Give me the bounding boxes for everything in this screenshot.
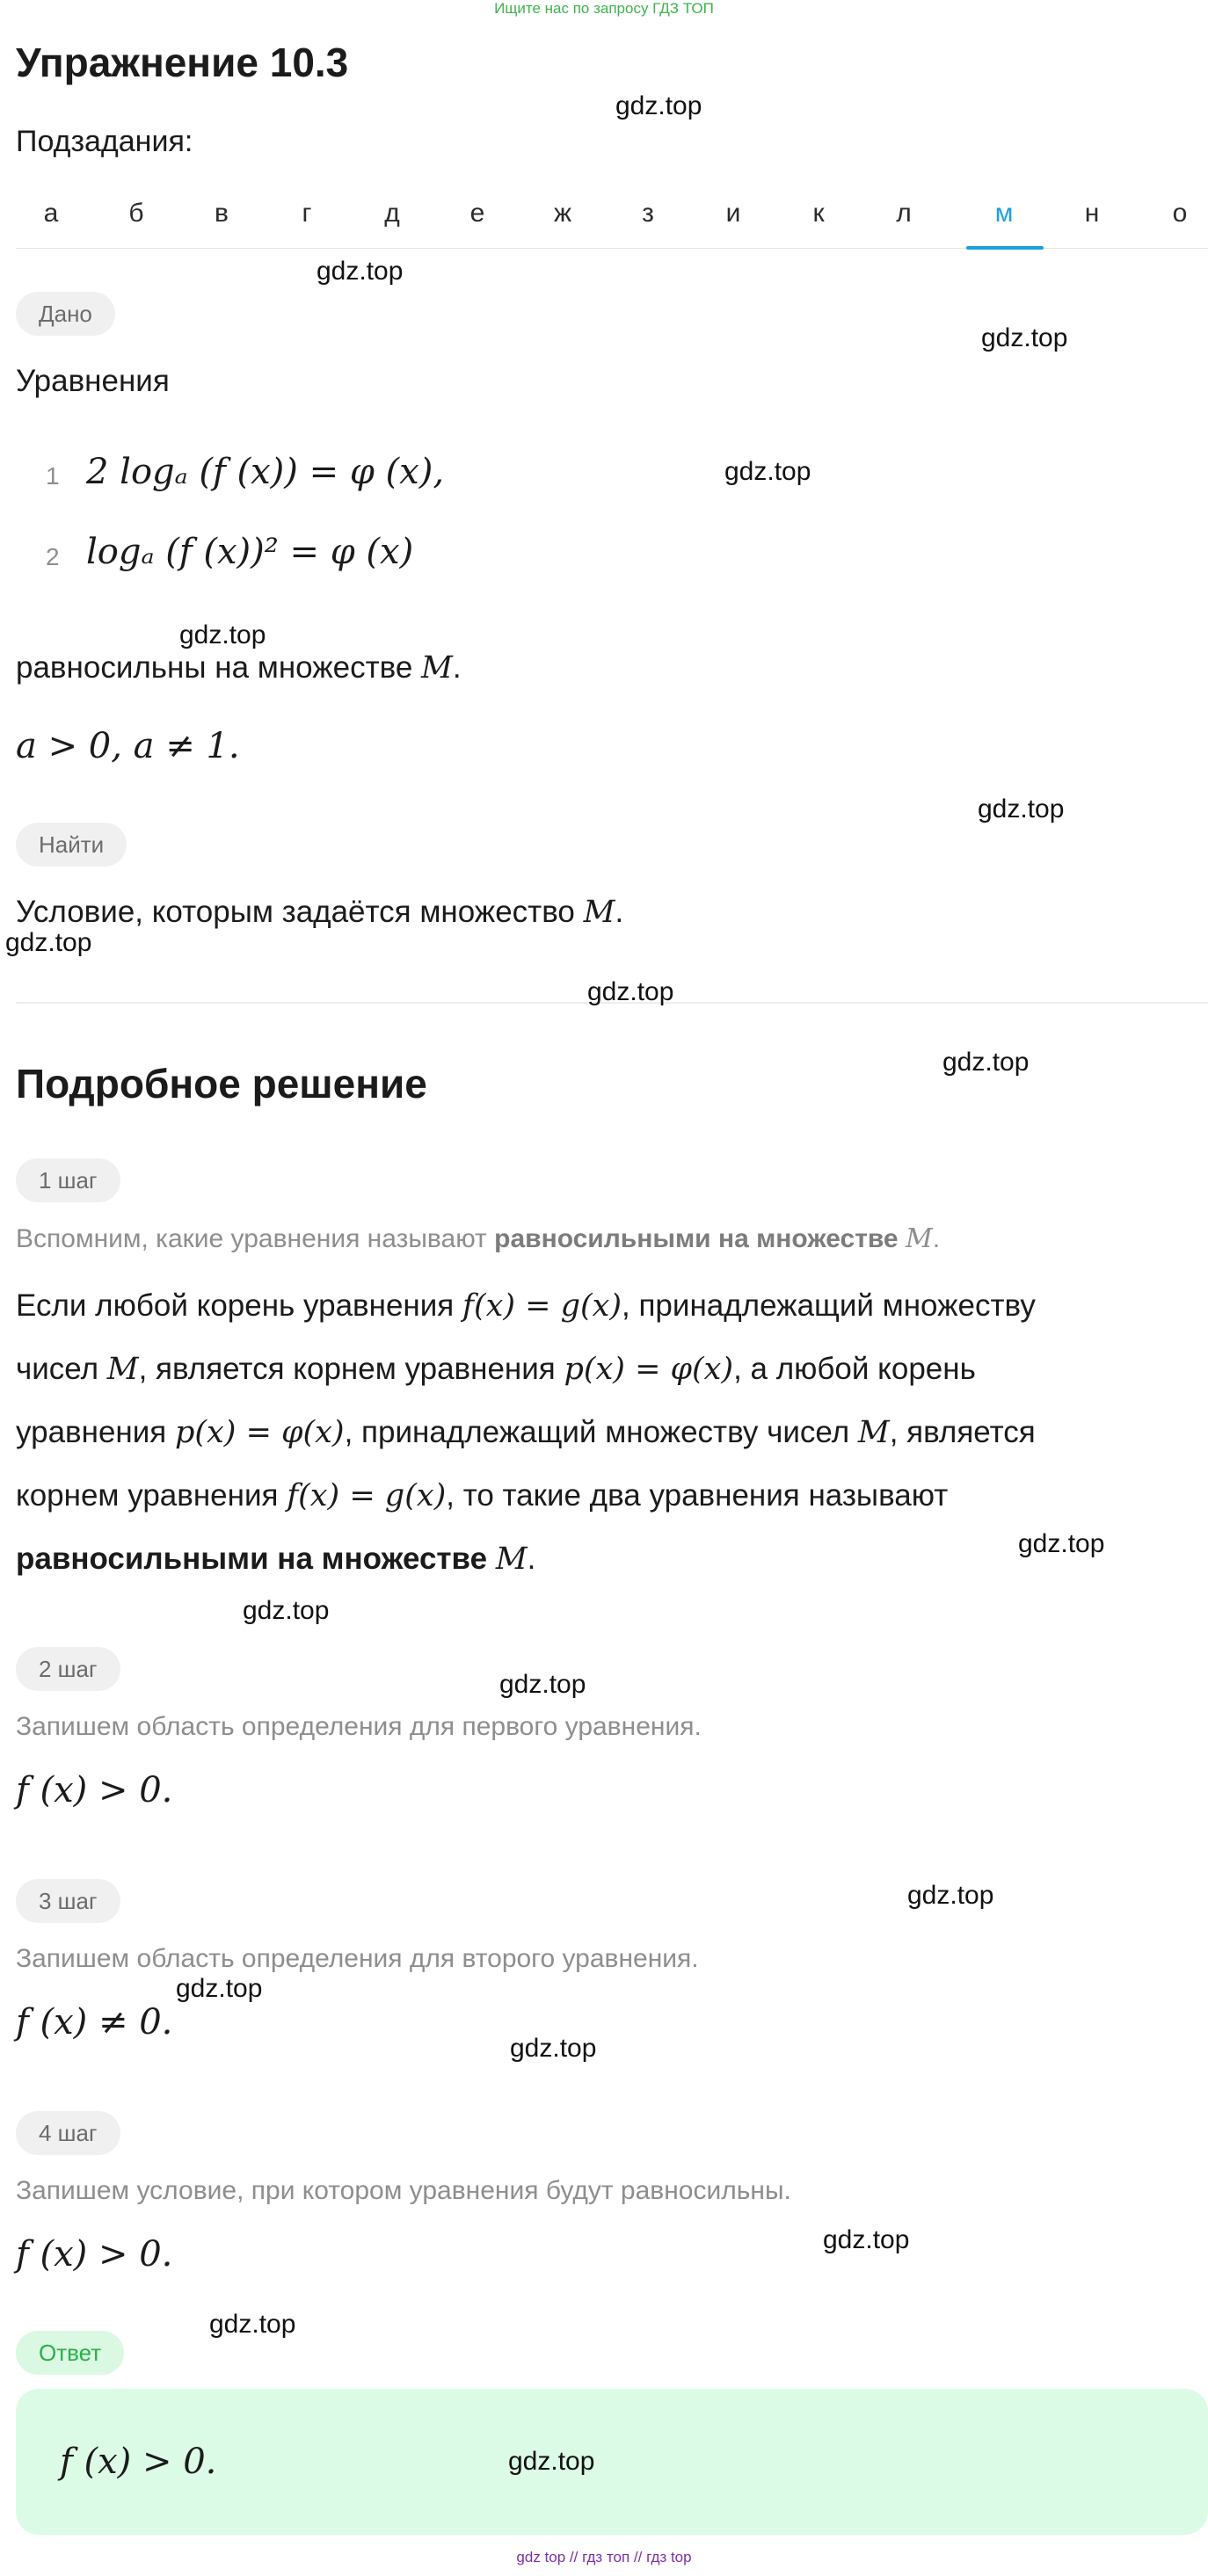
watermark: gdz.top [176,1974,263,2003]
step-1-badge: 1 шаг [16,1158,120,1202]
given-badge: Дано [16,292,115,336]
answer-badge: Ответ [16,2331,124,2375]
watermark: gdz.top [981,323,1068,352]
step-2-hint: Запишем область определения для первого уравнения. [16,1712,702,1741]
step-1-hint: Вспомним, какие уравнения называют равносильными на множестве M. [16,1223,941,1254]
tab-a[interactable]: а [43,199,59,228]
watermark: gdz.top [243,1596,330,1625]
tab-d[interactable]: д [384,199,400,228]
active-tab-indicator [966,246,1044,250]
step-3-hint: Запишем область определения для второго уравнения. [16,1944,699,1973]
tab-n[interactable]: н [1084,199,1100,228]
find-badge: Найти [16,823,127,867]
watermark: gdz.top [615,91,702,120]
step-1-line-5: равносильными на множестве M. [16,1542,536,1577]
find-text: Условие, которым задаётся множество M. [16,895,624,930]
watermark: gdz.top [179,620,266,649]
watermark: gdz.top [724,457,811,486]
step-3-formula: f (x) ≠ 0. [16,2002,173,2043]
step-2-formula: f (x) > 0. [16,1770,173,1810]
tab-v[interactable]: в [215,199,229,228]
watermark: gdz.top [823,2225,910,2254]
step-4-formula: f (x) > 0. [16,2234,173,2275]
tab-b[interactable]: б [128,199,144,228]
footer-links[interactable]: gdz top // гдз топ // гдз top [516,2549,692,2565]
tab-k[interactable]: к [812,199,825,228]
tab-i[interactable]: и [725,199,741,228]
equation-number-2: 2 [46,543,60,570]
step-2-badge: 2 шаг [16,1647,120,1691]
solution-heading: Подробное решение [16,1061,427,1107]
given-statement: равносильны на множестве M. [16,650,462,686]
step-4-badge: 4 шаг [16,2111,120,2155]
answer-formula: f (x) > 0. [60,2442,217,2482]
watermark: gdz.top [209,2310,296,2339]
subtasks-label: Подзадания: [16,125,193,158]
watermark: gdz.top [5,928,92,957]
watermark: gdz.top [508,2447,595,2476]
top-note: Ищите нас по запросу ГДЗ ТОП [494,0,714,17]
watermark: gdz.top [510,2034,597,2063]
given-intro: Уравнения [16,364,170,398]
tab-zh[interactable]: ж [553,199,572,228]
step-1-line-3: уравнения p(x) = φ(x), принадлежащий множеству чисел M, является [16,1415,1036,1450]
watermark: gdz.top [317,257,404,286]
tab-e[interactable]: е [469,199,485,228]
watermark: gdz.top [942,1048,1030,1077]
watermark: gdz.top [499,1670,586,1699]
watermark: gdz.top [587,977,674,1006]
equation-1: 2 logₐ (f (x)) = φ (x), [86,452,445,492]
equation-number-1: 1 [46,462,60,490]
step-1-line-2: чисел M, является корнем уравнения p(x) = φ(x), а любой корень [16,1352,976,1387]
equation-2: logₐ (f (x))² = φ (x) [86,532,414,572]
step-3-badge: 3 шаг [16,1879,120,1923]
tab-l[interactable]: л [896,199,912,228]
step-4-hint: Запишем условие, при котором уравнения будут равносильны. [16,2176,791,2205]
tab-m[interactable]: м [994,199,1014,228]
given-condition: a > 0, a ≠ 1. [16,726,240,766]
subtask-tabs [16,183,1208,249]
step-1-line-1: Если любой корень уравнения f(x) = g(x), принадлежащий множеству [16,1288,1036,1324]
page-title: Упражнение 10.3 [16,40,349,85]
step-1-line-4: корнем уравнения f(x) = g(x), то такие два уравнения называют [16,1478,949,1513]
tab-o[interactable]: о [1172,199,1188,228]
tab-z[interactable]: з [642,199,654,228]
watermark: gdz.top [978,795,1065,824]
watermark: gdz.top [907,1881,994,1910]
watermark: gdz.top [1018,1529,1105,1558]
tab-g[interactable]: г [302,199,312,228]
